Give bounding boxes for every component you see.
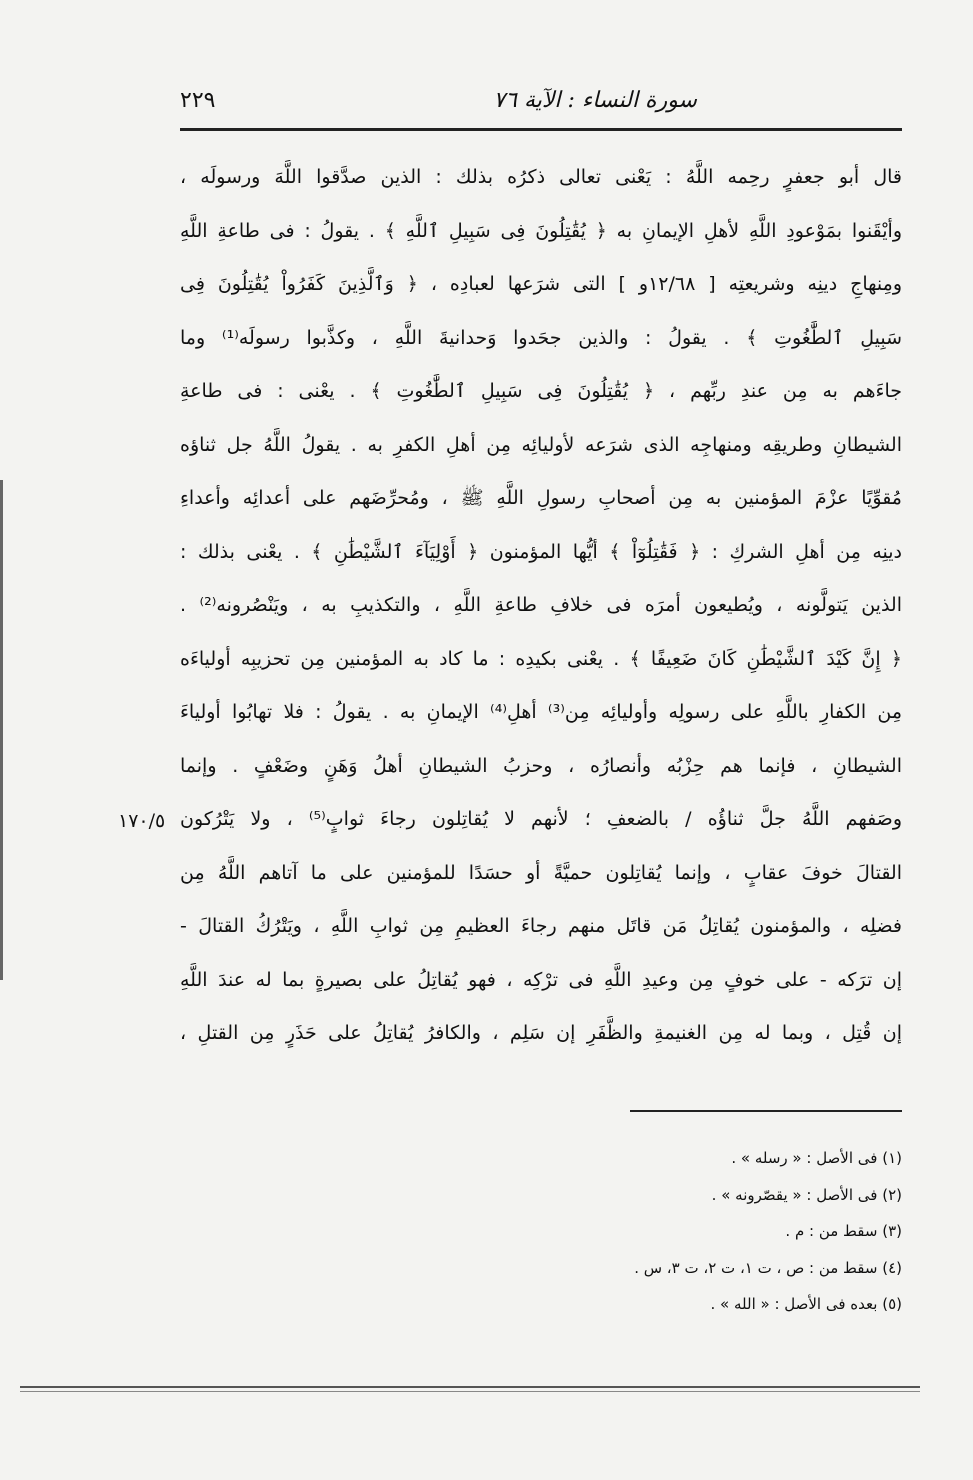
text-line: القتالَ خوفَ عقابٍ ، وإنما يُقاتِلون حميَّةً أو حسَدًا للمؤمنين على ما آتاهم اللَّهُ مِن	[180, 861, 902, 884]
scan-left-edge	[0, 480, 3, 980]
text-line: ومِنهاجِ دينِه وشريعتِه [ ١٢/٦٨و ] التى شرَعها لعبادِه ، ﴿ وَٱلَّذِينَ كَفَرُواْ يُقَٰتِلُونَ فِى	[180, 273, 902, 295]
footnote-item: (١) فى الأصل : « رسله » .	[731, 1149, 902, 1167]
text-line: الشيطانِ وطريقِه ومنهاجِه الذى شرَعه لأوليائِه مِن أهلِ الكفرِ به . يقولُ اللَّهُ جل ثناؤه	[180, 433, 902, 456]
footnote-rule	[630, 1110, 902, 1112]
text-line: الذين يَتولَّونه ، ويُطيعون أمرَه فى خلافِ طاعةِ اللَّهِ ، والتكذيبِ به ، ويَنْصُرونه⁽²⁾ .	[180, 594, 902, 616]
footnote-item: (٢) فى الأصل : « يقصّرونه » .	[711, 1185, 902, 1204]
footnotes	[420, 1140, 902, 1323]
header-rule	[180, 128, 902, 131]
text-line: مُقوِّيًا عزْمَ المؤمنين به مِن أصحابِ رسولِ اللَّهِ ﷺ ، ومُحرِّضَهم على أعدائِه وأعداءِ	[180, 487, 902, 509]
footnote-item: (٥) بعده فى الأصل : « الله » .	[710, 1295, 902, 1313]
main-text	[180, 160, 902, 1070]
margin-reference: ١٧٠/٥	[118, 810, 166, 832]
running-header	[180, 80, 902, 120]
text-line: الشيطانِ ، فإنما هم حِزْبُه وأنصارُه ، وحزبُ الشيطانِ أهلُ وَهَنٍ وضَعْفٍ . وإنما	[180, 754, 902, 777]
text-line: إن قُتِل ، وبما له مِن الغنيمةِ والظَّفَرِ إن سَلِم ، والكافرُ يُقاتِلُ على حَذَرٍ مِن القتلِ ،	[180, 1022, 902, 1044]
text-line: ﴿ إِنَّ كَيْدَ ٱلشَّيْطَٰنِ كَانَ ضَعِيفًا ﴾ . يعْنى بكيدِه : ما كاد به المؤمنين مِن تحزيبِه أولياءَه	[180, 647, 902, 670]
text-line: جاءَهم به مِن عندِ ربِّهم ، ﴿ يُقَٰتِلُونَ فِى سَبِيلِ ٱلطَّٰغُوتِ ﴾ . يعْنى : فى طاعةِ	[180, 380, 902, 402]
text-line: مِن الكفارِ باللَّهِ على رسولِه وأوليائِه مِن⁽³⁾ أهلِ⁽⁴⁾ الإيمانِ به . يقولُ : فلا تهابُوا أولياءَ	[180, 701, 902, 723]
text-line: سَبِيلِ ٱلطَّٰغُوتِ ﴾ . يقولُ : والذين جحَدوا وَحدانيةَ اللَّهِ ، وكذَّبوا رسولَه⁽¹⁾ وما	[180, 326, 902, 349]
scan-bottom-edge-secondary	[20, 1391, 920, 1392]
page-number: ٢٢٩	[180, 88, 216, 113]
text-line: فضلِه ، والمؤمنون يُقاتِلُ مَن قاتَل منهم رجاءَ العظيمِ مِن ثوابِ اللَّهِ ، ويَتْرُكُ القتالَ -	[180, 915, 902, 937]
footnote-item: (٣) سقط من : م .	[785, 1222, 902, 1240]
scan-bottom-edge	[20, 1386, 920, 1388]
text-line: إن ترَكه - على خوفٍ مِن وعيدِ اللَّهِ فى ترْكِه ، فهو يُقاتِلُ على بصيرةٍ بما له عندَ اللَّهِ	[180, 968, 902, 991]
footnote-item: (٤) سقط من : ص ، ت ١، ت ٢، ت ٣، س .	[634, 1258, 902, 1277]
text-line: دينِه مِن أهلِ الشركِ : ﴿ فَقَٰتِلُوٓاْ ﴾ أيُّها المؤمنون ﴿ أَوْلِيَآءَ ٱلشَّيْطَٰنِ ﴾ . يعْنى بذلك :	[180, 540, 902, 563]
text-line: وأيْقَنوا بمَوْعودِ اللَّهِ لأهلِ الإيمانِ به ﴿ يُقَٰتِلُونَ فِى سَبِيلِ ٱللَّهِ ﴾ . يقولُ : فى طاعةِ اللَّهِ	[180, 219, 902, 242]
header-title: سورة النساء : الآية ٧٦	[493, 88, 697, 113]
text-line: وصَفهم اللَّهُ جلَّ ثناؤُه / بالضعفِ ؛ لأنهم لا يُقاتِلون رجاءَ ثوابٍ⁽⁵⁾ ، ولا يَتْرُكون	[180, 808, 902, 830]
text-line: قال أبو جعفرٍ رحِمه اللَّهُ : يَعْنى تعالى ذكرُه بذلك : الذين صدَّقوا اللَّهَ ورسولَه ،	[180, 166, 902, 188]
